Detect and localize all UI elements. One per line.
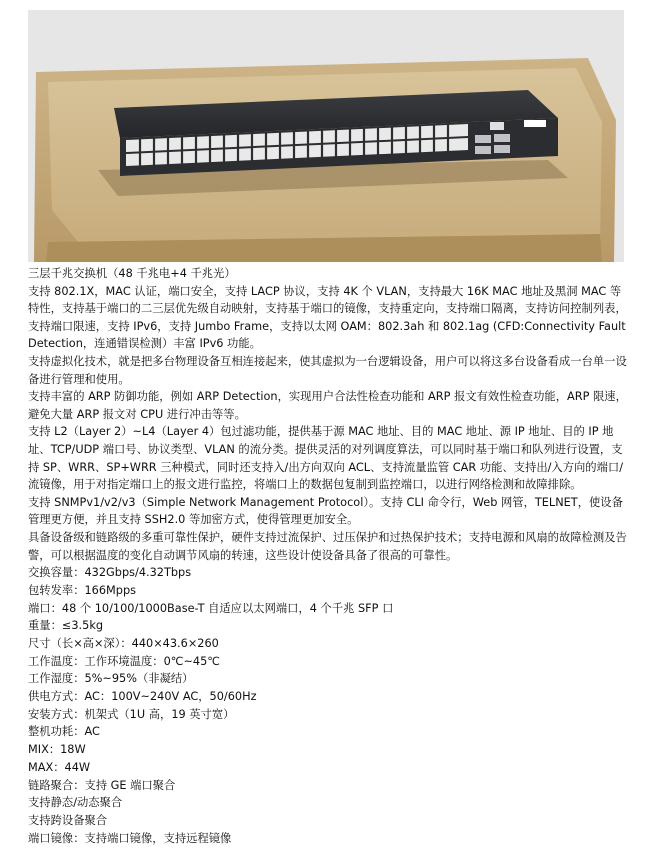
spec-power-consumption: 整机功耗：AC [28,725,100,739]
spec-installation: 安装方式：机架式（1U 高，19 英寸宽） [28,707,235,721]
paragraph-virtualization: 支持虚拟化技术，就是把多台物理设备互相连接起来，使其虚拟为一台逻辑设备，用户可以将这多台设备看成一台单一设备进行管理和使用。 [28,354,627,386]
spec-ports: 端口：48 个 10/100/1000Base-T 自适应以太网端口，4 个千兆 SFP 口 [28,601,394,615]
spec-max-power: MAX：44W [28,760,91,774]
spec-operating-humidity: 工作湿度：5%~95%（非凝结） [28,672,194,686]
spec-dimensions: 尺寸（长×高×深）：440×43.6×260 [28,636,219,650]
product-photo [28,10,624,262]
spec-operating-temperature: 工作温度：工作环境温度：0℃~45℃ [28,654,220,668]
switch-illustration [28,10,624,262]
paragraph-management: 支持 SNMPv1/v2/v3（Simple Network Management Protocol）。支持 CLI 命令行，Web 网管，TELNET，使设备管理更方便，并且支持 SSH2.0 等加密方式，使得管理更加安全。 [28,495,623,527]
spec-weight: 重量：≤3.5kg [28,619,104,633]
brand-logo [524,120,546,127]
spec-power-supply: 供电方式：AC：100V~240V AC，50/60Hz [28,690,257,704]
spec-port-mirroring: 端口镜像：支持端口镜像，支持远程镜像 [28,831,232,845]
console-port [490,122,504,130]
spec-static-dynamic-aggregation: 支持静态/动态聚合 [28,796,123,810]
spec-cross-device-aggregation: 支持跨设备聚合 [28,813,108,827]
doc-title: 三层千兆交换机（48 千兆电+4 千兆光） [28,267,236,280]
paragraph-acl-qos: 支持 L2（Layer 2）~L4（Layer 4）包过滤功能，提供基于源 MAC 地址、目的 MAC 地址、源 IP 地址、目的 IP 地址、TCP/UDP 端口号、协议类型、VLAN 的流分类。提供灵活的对列调度算法，可以同时基于端口和队列进行设置，支持 SP、WRR、SP+WRR 三种模式，同时还支持入/出方向双向 ACL、支持流量监管 CAR 功能、支持出/入方向的端口/流镜像，用于对指定端口上的报文进行监控，将端口上的数据包复制到监控端口，以进行网络检测和故障排除。 [28,425,624,492]
spec-forwarding-rate: 包转发率：166Mpps [28,583,137,597]
paragraph-arp: 支持丰富的 ARP 防御功能，例如 ARP Detection，实现用户合法性检查功能和 ARP 报文有效性检查功能，ARP 限速，避免大量 ARP 报文对 CPU 进行冲击等等。 [28,390,627,421]
product-description [28,265,628,847]
spec-min-power: MIX：18W [28,743,86,757]
spec-link-aggregation: 链路聚合：支持 GE 端口聚合 [28,778,176,792]
paragraph-reliability: 具备设备级和链路级的多重可靠性保护，硬件支持过流保护、过压保护和过热保护技术；支持电源和风扇的故障检测及告警，可以根据温度的变化自动调节风扇的转速，这些设计使设备具备了很高的可靠性。 [28,530,627,562]
spec-switching-capacity: 交换容量：432Gbps/4.32Tbps [28,566,192,580]
paragraph-features: 支持 802.1X，MAC 认证，端口安全，支持 LACP 协议，支持 4K 个 VLAN，支持最大 16K MAC 地址及黑洞 MAC 等特性，支持基于端口的二三层优先级自动映射，支持基于端口的镜像，支持重定向，支持端口隔离，支持访问控制列表，支持端口限速，支持 IPv6，支持 Jumbo Frame，支持以太网 OAM：802.3ah 和 802.1ag (CFD:Connectivity Fault Detection，连通错误检测）丰富 IPv6 功能。 [28,284,627,351]
